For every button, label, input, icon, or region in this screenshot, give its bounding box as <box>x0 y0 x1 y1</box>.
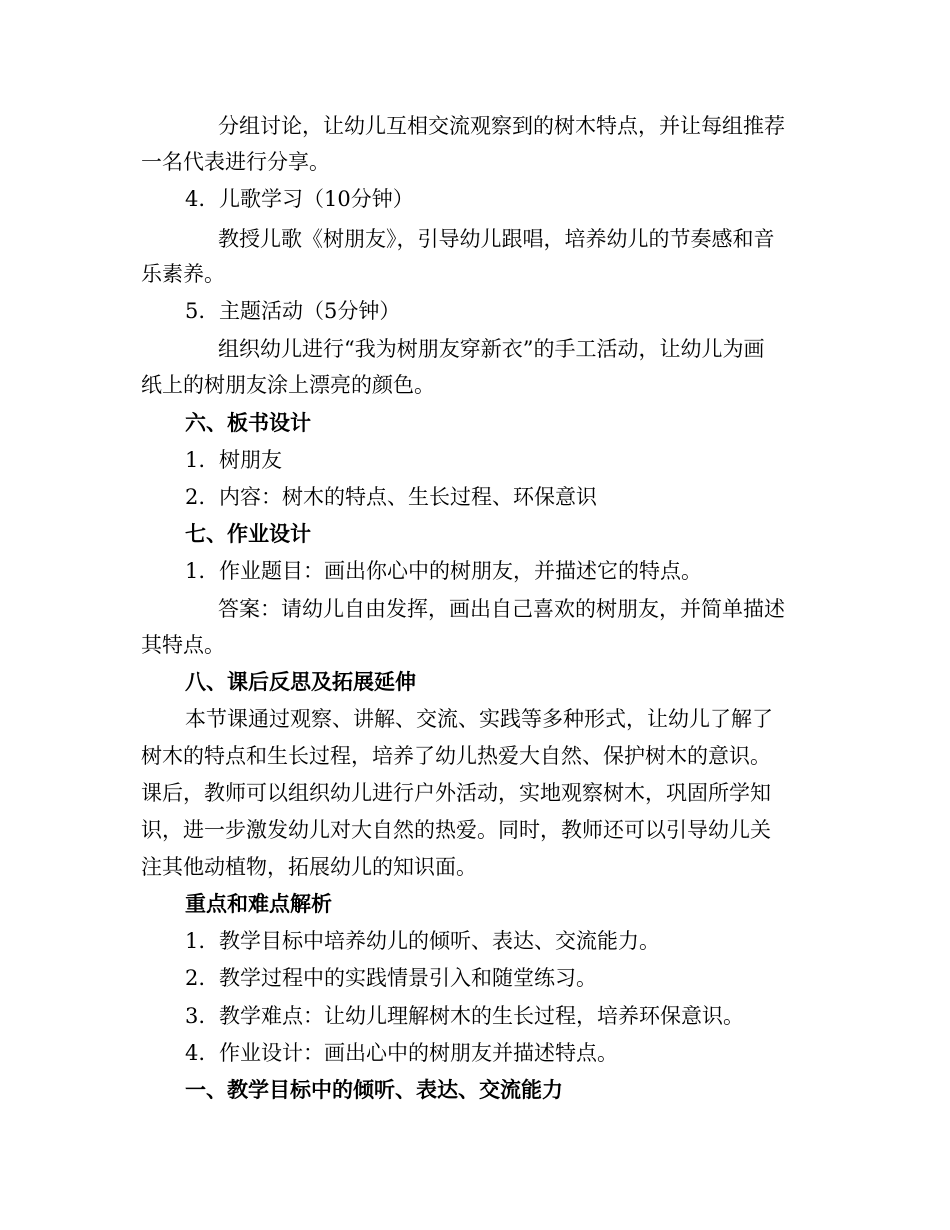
list-item <box>185 927 660 955</box>
section-heading: 重点和难点解析 <box>185 891 332 916</box>
paragraph-line: 组织幼儿进行“我为树朋友穿新衣”的手工活动，让幼儿为画 <box>218 337 765 361</box>
paragraph-line: 本节课通过观察、讲解、交流、实践等多种形式，让幼儿了解了 <box>185 707 773 731</box>
list-number: 4. <box>185 1041 206 1065</box>
list-item <box>185 1002 744 1030</box>
list-item-text: 作业设计：画出心中的树朋友并描述特点。 <box>219 1041 618 1065</box>
paragraph-line: 乐素养。 <box>141 262 225 286</box>
list-number: 3. <box>185 1004 206 1028</box>
list-item-text: 教学目标中培养幼儿的倾听、表达、交流能力。 <box>219 929 660 953</box>
list-item-text: 教学过程中的实践情景引入和随堂练习。 <box>219 966 597 990</box>
paragraph-line: 其特点。 <box>141 633 225 657</box>
list-item <box>185 446 282 474</box>
paragraph-line: 树木的特点和生长过程，培养了幼儿热爱大自然、保护树木的意识。 <box>141 744 771 768</box>
section-heading: 七、作业设计 <box>185 521 311 546</box>
list-number: 2. <box>185 966 206 990</box>
list-item <box>185 483 597 511</box>
paragraph-line: 纸上的树朋友涂上漂亮的颜色。 <box>141 373 435 397</box>
paragraph-line: 一名代表进行分享。 <box>141 150 330 174</box>
list-item <box>185 1039 618 1067</box>
paragraph-line: 答案：请幼儿自由发挥，画出自己喜欢的树朋友，并简单描述 <box>218 597 785 621</box>
paragraph-line: 注其他动植物，拓展幼儿的知识面。 <box>141 855 477 879</box>
list-item-text: 主题活动（5分钟） <box>219 299 401 323</box>
list-number: 1. <box>185 929 206 953</box>
paragraph-line: 分组讨论，让幼儿互相交流观察到的树木特点，并让每组推荐 <box>218 114 785 138</box>
list-number: 5. <box>185 299 206 323</box>
section-heading: 六、板书设计 <box>185 410 311 435</box>
list-item-text: 内容：树木的特点、生长过程、环保意识 <box>219 485 597 509</box>
list-number: 1. <box>185 448 206 472</box>
paragraph-line: 教授儿歌《树朋友》，引导幼儿跟唱，培养幼儿的节奏感和音 <box>218 227 775 251</box>
list-number: 4. <box>185 187 206 211</box>
section-heading: 一、教学目标中的倾听、表达、交流能力 <box>185 1077 563 1102</box>
list-item-text: 教学难点：让幼儿理解树木的生长过程，培养环保意识。 <box>219 1004 744 1028</box>
list-item <box>185 557 702 585</box>
list-item-text: 儿歌学习（10分钟） <box>219 187 414 211</box>
paragraph-line: 识，进一步激发幼儿对大自然的热爱。同时，教师还可以引导幼儿关 <box>141 818 771 842</box>
list-number: 2. <box>185 485 206 509</box>
list-item <box>185 185 414 213</box>
paragraph-line: 课后，教师可以组织幼儿进行户外活动，实地观察树木，巩固所学知 <box>141 781 771 805</box>
list-item-text: 树朋友 <box>219 448 282 472</box>
list-item-text: 作业题目：画出你心中的树朋友，并描述它的特点。 <box>219 559 702 583</box>
list-item <box>185 297 400 325</box>
list-item <box>185 964 597 992</box>
list-number: 1. <box>185 559 206 583</box>
section-heading: 八、课后反思及拓展延伸 <box>185 669 416 694</box>
